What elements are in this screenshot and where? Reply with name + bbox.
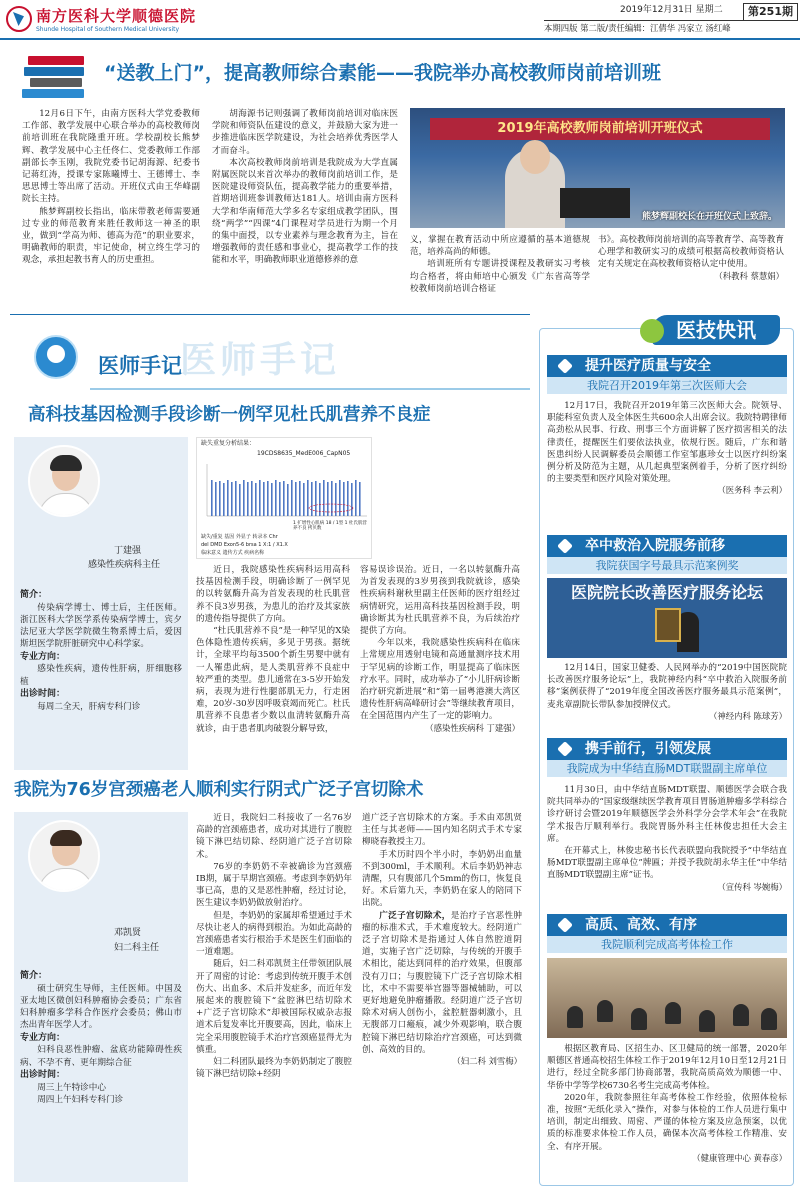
paragraph: 妇二科团队最终为李奶奶制定了腹腔镜下淋巴结切除+经阴: [196, 1057, 352, 1080]
doctor-name: 丁建强: [114, 546, 142, 556]
byline: （感染性疾病科 丁建强）: [425, 722, 520, 733]
news-subhead: 我院召开2019年第三次医师大会: [547, 377, 787, 394]
training-photo: [410, 108, 785, 228]
doctor-clinic: 周四上午妇科专科门诊: [37, 1094, 124, 1105]
article-title-dmd: 高科技基因检测手段诊断一例罕见杜氏肌营养不良症: [28, 405, 431, 425]
news-subhead: 我院获国字号最具示范案例奖: [547, 557, 787, 574]
hospital-name: 南方医科大学顺德医院: [36, 7, 197, 25]
article-body-col2: [360, 564, 520, 735]
paragraph: 培训班所有专题讲授课程及教研实习考核均合格者，将由师培中心颁发《广东省高等学校教师岗前培训合格证: [410, 259, 590, 294]
paragraph: 12月17日，我院召开2019年第三次医师大会。院领导、职能科室负责人及全体医生共600余人出席会议。我院特聘律师高劲松从民事、行政、刑事三个方面讲解了医疗损害相关的法律责任，提醒医生们要依法执业，依规行医。随后，广东和谐医患纠纷人民调解委员会顺德工作室邹惠珍女士以医疗纠纷案例分析及防范为主题，从几起典型案例着手，分析了医疗纠纷的主要类型和医疗风险对策处理。: [547, 401, 787, 485]
news-item: [547, 1043, 787, 1165]
term-label: 广泛子宫切除术，: [379, 910, 451, 921]
news-item: [547, 400, 787, 497]
doctor-role: 感染性疾病科主任: [88, 560, 161, 570]
doctor-specialty: 妇科良恶性肿瘤、盆底功能障碍性疾病、不孕不育、更年期综合征: [20, 1045, 182, 1068]
article-title-cervical: 我院为76岁宫颈癌老人顺利实行阴式广泛子宫切除术: [14, 780, 424, 800]
issue-date: 2019年12月31日 星期二: [620, 5, 723, 15]
article-body-col1: [196, 564, 350, 735]
news-subhead: 我院成为中华结直肠MDT联盟副主席单位: [547, 760, 787, 777]
chart-table-header: 缺失/重复 基因 外显子 转录本 Chr: [201, 534, 278, 540]
doctor-clinic: 每周二全天，肝病专科门诊: [37, 701, 141, 712]
paragraph: 道广泛子宫切除术的方案。手术由邓凯贤主任与其老师——国内知名阴式手术专家柳晓春教授主刀。: [362, 813, 522, 848]
paragraph: 义，掌握在教育活动中所应遵循的基本道德规范，培养高尚的师德。: [410, 235, 590, 258]
photo-banner: 2019年高校教师岗前培训开班仪式: [430, 118, 770, 140]
issue-number: 第251期: [743, 3, 798, 21]
specialty-label: 专业方向：: [20, 1032, 66, 1043]
issue-info: [536, 3, 798, 36]
news-headline: 高质、高效、有序: [547, 914, 787, 936]
article-body-col3: [410, 234, 590, 295]
byline: （健康管理中心 黄春彦）: [692, 1152, 787, 1163]
award-plaque: [655, 608, 681, 642]
doctor-profile-card: [14, 812, 188, 1182]
hospital-logo-icon: [6, 6, 32, 32]
hospital-name-en: Shunde Hospital of Southern Medical University: [36, 26, 180, 33]
paragraph: 11月30日，由中华结直肠MDT联盟、顺德医学会联合我院共同举办的“国家级继续医学教育项目胃肠道肿瘤多学科综合诊疗研讨会暨2019年顺德医学会外科学分会学术年会”在我院学术报告厅顺利举行。我院胃肠外科主任林俊忠担任大会主席。: [547, 785, 787, 844]
doctor-intro: 硕士研究生导师，主任医师。中国及亚太地区微创妇科肿瘤协会委员；广东省妇科肿瘤多学科合作医疗会委员；佛山市杰出青年医学人才。: [20, 983, 182, 1031]
news-item: [547, 662, 787, 723]
news-headline: 携手前行，引领发展: [547, 738, 787, 760]
books-icon: [22, 52, 88, 100]
paragraph: 近日，我院感染性疾病科运用高科技基因检测手段，明确诊断了一例罕见的以转氨酶升高为首发表现的杜氏肌营养不良3岁男孩，为患儿的治疗及其家族的遗传指导提供了方向。: [196, 565, 350, 624]
paragraph: 本次高校教师岗前培训是我院成为大学直属附属医院以来首次举办的教师岗前培训工作，是医院建设师资队伍，提高教学能力的重要举措，首期培训班参训教师达181人。培训由南方医科大学和华南师范大学多名专家组成教学团队，围绕“两学”“四课”4门课程对学员进行为期一个月的集中面授，以专业素养与理念教育为主，旨在增强教师的责任感和事业心，提高教学工作的技能和水平，明确教师职业道德修养的意: [212, 157, 398, 266]
byline: （妇二科 刘雪梅）: [452, 1056, 522, 1067]
section-ghost-title: 医师手记: [180, 340, 341, 381]
article-title-training: “送教上门”，提高教师综合素能——我院举办高校教师岗前培训班: [104, 62, 661, 84]
paragraph: 今年以来，我院感染性疾病科在临床上常规应用透射电镜和高通量测序技术用于罕见病的诊断工作，明显提高了临床医疗水平。同时，成功举办了“小儿肝病诊断治疗研究新进展”和“第一届粤港澳大湾区遗传性肝病高峰研讨会”等继续教育项目，在全国范围内产生了一定的影响力。: [360, 638, 520, 722]
article-body-col1: [196, 812, 352, 1080]
news-subhead: 我院顺利完成高考体检工作: [547, 936, 787, 953]
paragraph: 书》。高校教师岗前培训的高等教育学、高等教育心理学和教研实习的成绩可根据高校教师资格认定有关规定在高校教师资格认定中使用。: [598, 235, 784, 270]
award-photo: [547, 578, 787, 658]
copy-number-plot: [201, 460, 369, 520]
paragraph: 但是，李奶奶的家属却希望通过手术尽快让老人的病得到根治。为如此高龄的宫颈癌患者实行根治手术是医生们面临的一道难题。: [196, 910, 352, 958]
laptop: [560, 188, 630, 218]
chart-title: 缺失重复分析结果：: [201, 440, 256, 447]
byline: （医务科 李云利）: [717, 485, 787, 496]
article-body-col4: [598, 234, 784, 283]
doctor-role: 妇二科主任: [114, 943, 160, 953]
chart-id: 19CDS8635_MedE006_CapN05: [257, 450, 351, 457]
news-headline: 提升医疗质量与安全: [547, 355, 787, 377]
intro-label: 简介：: [20, 590, 48, 600]
paragraph: 容易误诊误治。近日，一名以转氨酶升高为首发表现的3岁男孩到我院就诊，感染性疾病科谢秋里副主任医师的医疗组经过病情研究，运用高科技基因检测手段，明确诊断其为杜氏肌营养不良，为后续治疗提供了方向。: [360, 565, 520, 637]
article-body-col2: [362, 812, 522, 1068]
doctor-icon: [34, 335, 78, 379]
section-title: 医师手记: [98, 354, 182, 378]
speaker-face: [520, 140, 550, 174]
paragraph: 根据区教育局、区招生办、区卫健局的统一部署，2020年顺德区普通高校招生体检工作于2019年12月10日至12月21日进行，经过全院多部门协商部署，我院高质高效为顺德一中、华侨中学等学校6730名考生完成高考体检。: [547, 1044, 787, 1091]
chart-legend: 1 扩增性心肌病 18 / 1型 1 杜氏肌营养不良 拷贝数: [293, 521, 367, 531]
doctor-specialty: 感染性疾病，遗传性肝病，肝细胞移植: [20, 664, 182, 687]
intro-label: 简介：: [20, 971, 48, 981]
paragraph: 76岁的李奶奶不幸被确诊为宫颈癌IB期，属于早期宫颈癌。考虑到李奶奶年事已高，患的又是恶性肿瘤，经过讨论，医生建议李奶奶做放射治疗。: [196, 861, 352, 909]
article-body-col2: [212, 108, 398, 267]
editors: 本期四版 第二版/责任编辑：江倩华 冯家立 汤红峰: [544, 20, 798, 35]
paragraph: “杜氏肌营养不良”是一种罕见的X染色体隐性遗传疾病，多见于男孩。据统计，全球平均每3500个新生男婴中就有一人罹患此病，是人类肌营养不良症中较严重的类型。患儿通常在3-5岁开始发病，表现为进行性腿部肌无力，行走困难，20岁-30岁因呼吸衰竭而死亡。杜氏肌营养不良患者少数以血清转氨酶升高就诊，由于患者肌肉破裂分解导致，: [196, 626, 350, 734]
doctor-intro: 传染病学博士、博士后，主任医师。浙江医科大学医学系传染病学博士，宾夕法尼亚大学医学院微生物系博士后，爱因斯坦医学院肝脏研究中心科学家。: [20, 602, 182, 650]
byline: （科教科 蔡慧娟）: [714, 270, 784, 281]
photo-banner: 医院院长改善医疗服务论坛: [570, 583, 763, 602]
paragraph: 2020年，我院参照往年高考体检工作经验，依照体检标准，按照“无纸化录入”操作，对参与体检的工作人员进行集中培训，制定出细致、周密、严谨的体检方案及应急预案，以优质的标准要求体检工作人员，确保本次高考体检工作精准、安全、有序开展。: [547, 1092, 787, 1152]
paragraph: 在开幕式上，林俊忠秘书长代表联盟向我院授予“中华结直肠MDT联盟副主席单位”牌匾；并授予我院胡永华主任“中华结直肠MDT联盟副主席”证书。: [547, 846, 787, 881]
doctor-clinic: 周三上午特诊中心: [37, 1082, 106, 1093]
doctor-profile-card: [14, 437, 188, 770]
byline: （神经内科 陈球芳）: [708, 710, 787, 721]
exam-photo: [547, 958, 787, 1038]
avatar: [28, 445, 100, 517]
chart-table-row: 临床意义 遗传方式 疾病名称: [201, 550, 265, 556]
paragraph: 胡海源书记则强调了教师岗前培训对临床医学院和师资队伍建设的意义，并鼓励大家为进一步推进临床医学院建设，为社会培养优秀医学人才而奋斗。: [212, 109, 398, 156]
sidebar-title: 医技快讯: [652, 315, 780, 345]
specialty-label: 专业方向：: [20, 651, 66, 662]
paragraph: 是治疗子宫恶性肿瘤的标准术式，手术难度较大。经阴道广泛子宫切除术是指通过人体自然腔道阴道，实施子宫广泛切除，与传统的开腹手术相比，能达到同样的治疗效果，但腹部没有刀口；与腹腔镜下广泛子宫切除术相比，术中不需要举宫器等器械辅助，可以更好地避免肿瘤播散。经阴道广泛子宫切除术对病人创伤小，盆腔脏器刺激小，且无腹部刀口瘢痕，减少外观影响，联合腹腔镜下淋巴结切除治疗宫颈癌，可达到微创、高效的目的。: [362, 910, 522, 1055]
avatar: [28, 820, 100, 892]
paragraph: 随后，妇二科邓凯贤主任带领团队展开了周密的讨论：考虑到传统开腹手术创伤大、出血多、术后并发症多，而近年发展起来的腹腔镜下“盆腔淋巴结切除术+广泛子宫切除术”却被国际权威杂志报道术后复发率比开腹要高，因此，临床上完全采用腹腔镜手术治疗宫颈癌显得尤为慎重。: [196, 959, 352, 1055]
clinic-label: 出诊时间：: [20, 1069, 66, 1080]
photo-caption: 熊梦辉副校长在开班仪式上致辞。: [641, 212, 777, 223]
doctor-name: 邓凯贤: [114, 928, 142, 938]
clinic-label: 出诊时间：: [20, 688, 66, 699]
news-item: [547, 784, 787, 894]
chart-table-row: del DMD Exon5-6 brsa 1 X:1 / X1.X: [201, 542, 288, 548]
byline: （宣传科 岑婉梅）: [717, 881, 787, 892]
paragraph: 手术历时四个半小时，李奶奶出血量不到300ml，手术顺利。术后李奶奶神志清醒，只有腹部几个5mm的伤口，恢复良好。术后第九天，李奶奶在家人的陪同下出院。: [362, 849, 522, 909]
divider: [10, 314, 530, 315]
gene-test-chart: [196, 437, 372, 559]
divider: [90, 388, 530, 390]
paragraph: 12月6日下午，由南方医科大学党委教师工作部、教学发展中心联合举办的高校教师岗前培训班在我院隆重开班。学校副校长熊梦辉、教学发展中心主任佟仁、党委教师工作部副部长李玉刚，我院党委书记胡海源、纪委书记蒋红涛，授课专家陈曦博士、王德博士、李思思博士等出席了活动。开班仪式由王华峰副院长主持。: [22, 109, 200, 205]
paragraph: 熊梦辉副校长指出，临床带教老师需要通过专业的师范教育来胜任教师这一神圣的职业，做到“学高为师、德高为范”的职业要求，明确教师的职责，牢记使命，树立终生学习的观念，承担起教书育人的历史重担。: [22, 206, 200, 266]
paragraph: 12月14日，国家卫健委、人民网举办的“2019中国医院院长改善医疗服务论坛”上，我院神经内科“卒中救治入院服务前移”案例获得了“2019年度全国改善医疗服务最具示范案例”，麦兆章副院长带队参加授牌仪式。: [547, 663, 787, 710]
article-body-col1: [22, 108, 200, 267]
news-headline: 卒中救治入院服务前移: [547, 535, 787, 557]
paragraph: 近日，我院妇二科接收了一名76岁高龄的宫颈癌患者，成功对其进行了腹腔镜下淋巴结切除、经阴道广泛子宫切除术。: [196, 813, 352, 860]
